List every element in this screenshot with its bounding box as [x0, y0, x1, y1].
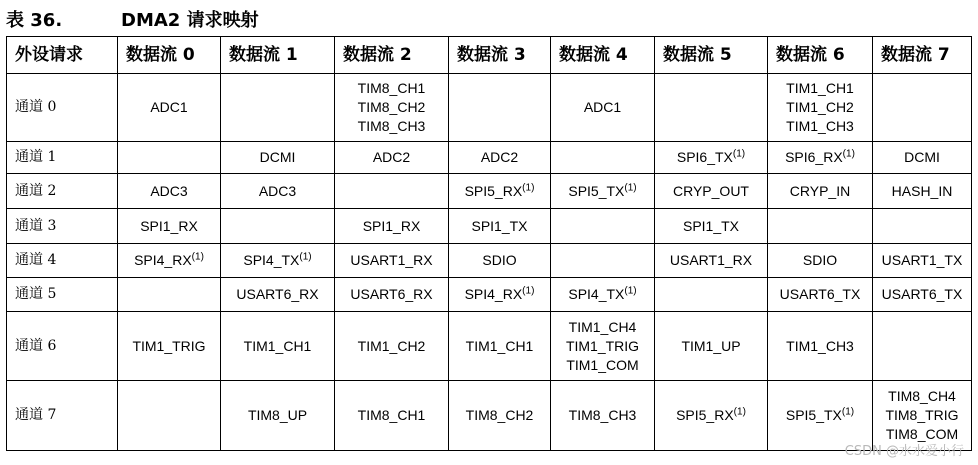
- mapping-cell: [118, 174, 221, 209]
- request-name: SDIO: [802, 252, 838, 268]
- request-entry: [770, 79, 870, 98]
- request-name: TIM8_CH2: [465, 407, 534, 423]
- mapping-cell: [221, 244, 335, 278]
- request-name: SPI4_TX: [568, 286, 625, 302]
- request-entry: [451, 251, 548, 270]
- request-entry: [770, 406, 870, 425]
- request-name: ADC1: [583, 99, 622, 115]
- request-entry: [657, 217, 765, 236]
- mapping-cell: [655, 278, 768, 312]
- mapping-cell: [768, 142, 873, 174]
- request-name: ADC3: [258, 182, 297, 199]
- table-body: [7, 74, 972, 451]
- table-caption: [6, 6, 259, 32]
- dma2-request-mapping-table: [6, 36, 972, 451]
- footnote-marker: (1): [732, 148, 746, 160]
- request-entry: [120, 182, 218, 201]
- request-entry: [223, 251, 332, 270]
- request-name: TIM1_CH1: [786, 80, 854, 96]
- channel-label: 通道 4: [7, 244, 118, 278]
- mapping-cell: [551, 381, 655, 451]
- request-entry: [770, 337, 870, 356]
- header-stream-7: 数据流 7: [873, 37, 972, 74]
- request-entry: [120, 217, 218, 236]
- table-row: [7, 74, 972, 142]
- request-name: TIM1_COM: [566, 356, 639, 373]
- request-name: ADC2: [480, 149, 519, 165]
- request-name: USART6_RX: [236, 286, 319, 302]
- request-name: USART1_TX: [881, 252, 963, 268]
- mapping-cell: [449, 209, 551, 244]
- table-row: [7, 312, 972, 381]
- footnote-marker: (1): [522, 181, 535, 193]
- request-name: SPI1_TX: [471, 217, 528, 234]
- request-name: TIM8_CH3: [357, 118, 426, 134]
- mapping-cell: [221, 312, 335, 381]
- table-number: 表 36.: [6, 10, 63, 31]
- mapping-cell: [118, 244, 221, 278]
- request-name: USART6_TX: [779, 286, 861, 302]
- request-entry: [875, 406, 969, 425]
- request-entry: [337, 251, 446, 270]
- request-entry: [120, 98, 218, 117]
- request-name: SPI1_RX: [140, 217, 198, 234]
- request-name: SPI5_TX: [785, 407, 842, 423]
- footnote-marker: (1): [733, 406, 746, 418]
- mapping-cell: [655, 174, 768, 209]
- request-name: USART6_TX: [881, 286, 963, 302]
- channel-label: 通道 2: [7, 174, 118, 209]
- table-row: [7, 174, 972, 209]
- request-name: USART1_RX: [669, 252, 753, 268]
- mapping-cell: [551, 174, 655, 209]
- channel-label: 通道 1: [7, 142, 118, 174]
- request-entry: [337, 337, 446, 356]
- request-entry: [451, 217, 548, 236]
- mapping-cell: [118, 278, 221, 312]
- request-name: TIM1_CH3: [786, 118, 854, 134]
- mapping-cell: [551, 74, 655, 142]
- request-name: TIM1_CH4: [568, 318, 637, 335]
- request-name: DCMI: [904, 149, 940, 165]
- request-name: SPI6_TX: [676, 149, 733, 165]
- request-entry: [875, 285, 969, 304]
- channel-label: 通道 6: [7, 312, 118, 381]
- request-entry: [657, 406, 765, 425]
- request-name: ADC1: [150, 99, 188, 115]
- header-stream-4: 数据流 4: [551, 37, 655, 74]
- request-name: DCMI: [259, 149, 296, 165]
- request-entry: [337, 285, 446, 304]
- footnote-marker: (1): [842, 148, 855, 160]
- request-entry: [223, 337, 332, 356]
- mapping-cell: [335, 174, 449, 209]
- footnote-marker: (1): [624, 285, 637, 297]
- request-name: ADC2: [372, 149, 411, 165]
- request-name: ADC3: [150, 182, 188, 199]
- request-entry: [553, 318, 652, 337]
- mapping-cell: [655, 142, 768, 174]
- request-entry: [770, 148, 870, 167]
- mapping-cell: [873, 209, 972, 244]
- request-name: TIM8_CH1: [357, 80, 426, 96]
- channel-label: 通道 0: [7, 74, 118, 142]
- table-row: [7, 278, 972, 312]
- mapping-cell: [221, 142, 335, 174]
- request-name: HASH_IN: [891, 182, 953, 199]
- mapping-cell: [335, 312, 449, 381]
- mapping-cell: [335, 278, 449, 312]
- request-entry: [553, 182, 652, 201]
- mapping-cell: [551, 312, 655, 381]
- request-entry: [770, 117, 870, 136]
- request-entry: [451, 148, 548, 167]
- request-entry: [657, 337, 765, 356]
- table-row: [7, 381, 972, 451]
- request-entry: [223, 182, 332, 201]
- request-entry: [223, 285, 332, 304]
- request-entry: [875, 251, 969, 270]
- mapping-cell: [118, 381, 221, 451]
- mapping-cell: [449, 244, 551, 278]
- mapping-cell: [655, 244, 768, 278]
- request-entry: [223, 406, 332, 425]
- request-name: SPI5_TX: [568, 182, 625, 199]
- footnote-marker: (1): [624, 181, 637, 193]
- mapping-cell: [551, 244, 655, 278]
- mapping-cell: [221, 209, 335, 244]
- request-name: TIM1_CH2: [786, 99, 854, 115]
- request-entry: [451, 337, 548, 356]
- request-entry: [337, 98, 446, 117]
- request-name: TIM8_CH2: [357, 99, 426, 115]
- mapping-cell: [449, 174, 551, 209]
- request-name: TIM1_CH2: [357, 337, 426, 354]
- mapping-cell: [335, 209, 449, 244]
- request-name: SPI4_RX: [134, 252, 192, 268]
- mapping-cell: [551, 278, 655, 312]
- mapping-cell: [873, 312, 972, 381]
- request-entry: [770, 285, 870, 304]
- mapping-cell: [335, 142, 449, 174]
- request-entry: [223, 148, 332, 167]
- request-entry: [337, 79, 446, 98]
- request-entry: [875, 182, 969, 201]
- mapping-cell: [449, 381, 551, 451]
- request-name: TIM1_UP: [681, 337, 741, 354]
- mapping-cell: [221, 74, 335, 142]
- header-stream-6: 数据流 6: [768, 37, 873, 74]
- request-entry: [770, 182, 870, 201]
- request-name: TIM8_CH4: [888, 388, 956, 404]
- mapping-cell: [768, 312, 873, 381]
- request-name: SPI1_RX: [362, 217, 421, 234]
- request-entry: [451, 406, 548, 425]
- footnote-marker: (1): [299, 251, 312, 263]
- request-name: TIM8_COM: [885, 426, 959, 442]
- request-name: TIM8_TRIG: [885, 407, 959, 423]
- request-entry: [337, 217, 446, 236]
- request-name: CRYP_IN: [789, 182, 851, 199]
- request-name: SPI4_RX: [464, 286, 523, 302]
- request-entry: [657, 251, 765, 270]
- request-name: SPI5_RX: [676, 407, 734, 423]
- request-name: SPI4_TX: [243, 252, 300, 268]
- request-name: TIM1_CH3: [786, 337, 854, 354]
- mapping-cell: [655, 312, 768, 381]
- mapping-cell: [873, 278, 972, 312]
- header-peripheral-request: 外设请求: [7, 37, 118, 74]
- mapping-cell: [449, 142, 551, 174]
- footnote-marker: (1): [522, 285, 535, 297]
- request-name: TIM8_UP: [247, 407, 308, 423]
- mapping-cell: [655, 381, 768, 451]
- mapping-cell: [335, 74, 449, 142]
- mapping-cell: [221, 381, 335, 451]
- request-entry: [553, 406, 652, 425]
- channel-label: 通道 5: [7, 278, 118, 312]
- mapping-cell: [118, 74, 221, 142]
- mapping-cell: [873, 174, 972, 209]
- mapping-cell: [873, 244, 972, 278]
- mapping-cell: [768, 209, 873, 244]
- watermark: CSDN @水水爱小行: [844, 444, 964, 459]
- request-entry: [875, 148, 969, 167]
- request-entry: [657, 182, 765, 201]
- mapping-cell: [768, 174, 873, 209]
- mapping-cell: [655, 74, 768, 142]
- request-name: CRYP_OUT: [673, 182, 749, 199]
- request-entry: [553, 356, 652, 375]
- mapping-cell: [449, 278, 551, 312]
- channel-label: 通道 3: [7, 209, 118, 244]
- table-row: [7, 142, 972, 174]
- request-entry: [553, 337, 652, 356]
- mapping-cell: [118, 142, 221, 174]
- request-name: TIM8_CH3: [568, 407, 637, 423]
- request-entry: [875, 387, 969, 406]
- request-name: USART6_RX: [350, 286, 433, 302]
- request-name: SPI1_TX: [682, 217, 740, 234]
- footnote-marker: (1): [841, 406, 855, 418]
- mapping-cell: [873, 142, 972, 174]
- request-name: SDIO: [482, 252, 517, 268]
- request-name: TIM8_CH1: [357, 407, 426, 423]
- request-name: TIM1_CH1: [465, 337, 534, 354]
- header-stream-3: 数据流 3: [449, 37, 551, 74]
- header-stream-5: 数据流 5: [655, 37, 768, 74]
- request-entry: [451, 182, 548, 201]
- mapping-cell: [768, 74, 873, 142]
- table-row: [7, 209, 972, 244]
- mapping-cell: [551, 142, 655, 174]
- request-entry: [553, 285, 652, 304]
- request-entry: [553, 98, 652, 117]
- mapping-cell: [449, 312, 551, 381]
- request-entry: [337, 148, 446, 167]
- header-row: [7, 37, 972, 74]
- header-stream-0: 数据流 0: [118, 37, 221, 74]
- mapping-cell: [551, 209, 655, 244]
- request-entry: [770, 98, 870, 117]
- mapping-cell: [335, 381, 449, 451]
- footnote-marker: (1): [191, 251, 204, 263]
- request-entry: [120, 251, 218, 270]
- header-stream-1: 数据流 1: [221, 37, 335, 74]
- table-title: DMA2 请求映射: [121, 10, 259, 31]
- mapping-cell: [221, 278, 335, 312]
- mapping-cell: [768, 244, 873, 278]
- request-entry: [337, 117, 446, 136]
- mapping-cell: [768, 278, 873, 312]
- mapping-cell: [655, 209, 768, 244]
- request-entry: [451, 285, 548, 304]
- mapping-cell: [118, 312, 221, 381]
- request-name: TIM1_CH1: [243, 337, 312, 354]
- channel-label: 通道 7: [7, 381, 118, 451]
- header-stream-2: 数据流 2: [335, 37, 449, 74]
- request-name: TIM1_TRIG: [565, 337, 640, 354]
- request-entry: [657, 148, 765, 167]
- mapping-cell: [118, 209, 221, 244]
- table-row: [7, 244, 972, 278]
- request-entry: [120, 337, 218, 356]
- request-name: SPI5_RX: [464, 182, 523, 199]
- request-entry: [337, 406, 446, 425]
- mapping-cell: [449, 74, 551, 142]
- mapping-cell: [873, 74, 972, 142]
- mapping-cell: [221, 174, 335, 209]
- request-name: TIM1_TRIG: [132, 337, 206, 354]
- request-name: SPI6_RX: [785, 149, 843, 165]
- request-entry: [770, 251, 870, 270]
- mapping-cell: [335, 244, 449, 278]
- request-name: USART1_RX: [350, 252, 433, 268]
